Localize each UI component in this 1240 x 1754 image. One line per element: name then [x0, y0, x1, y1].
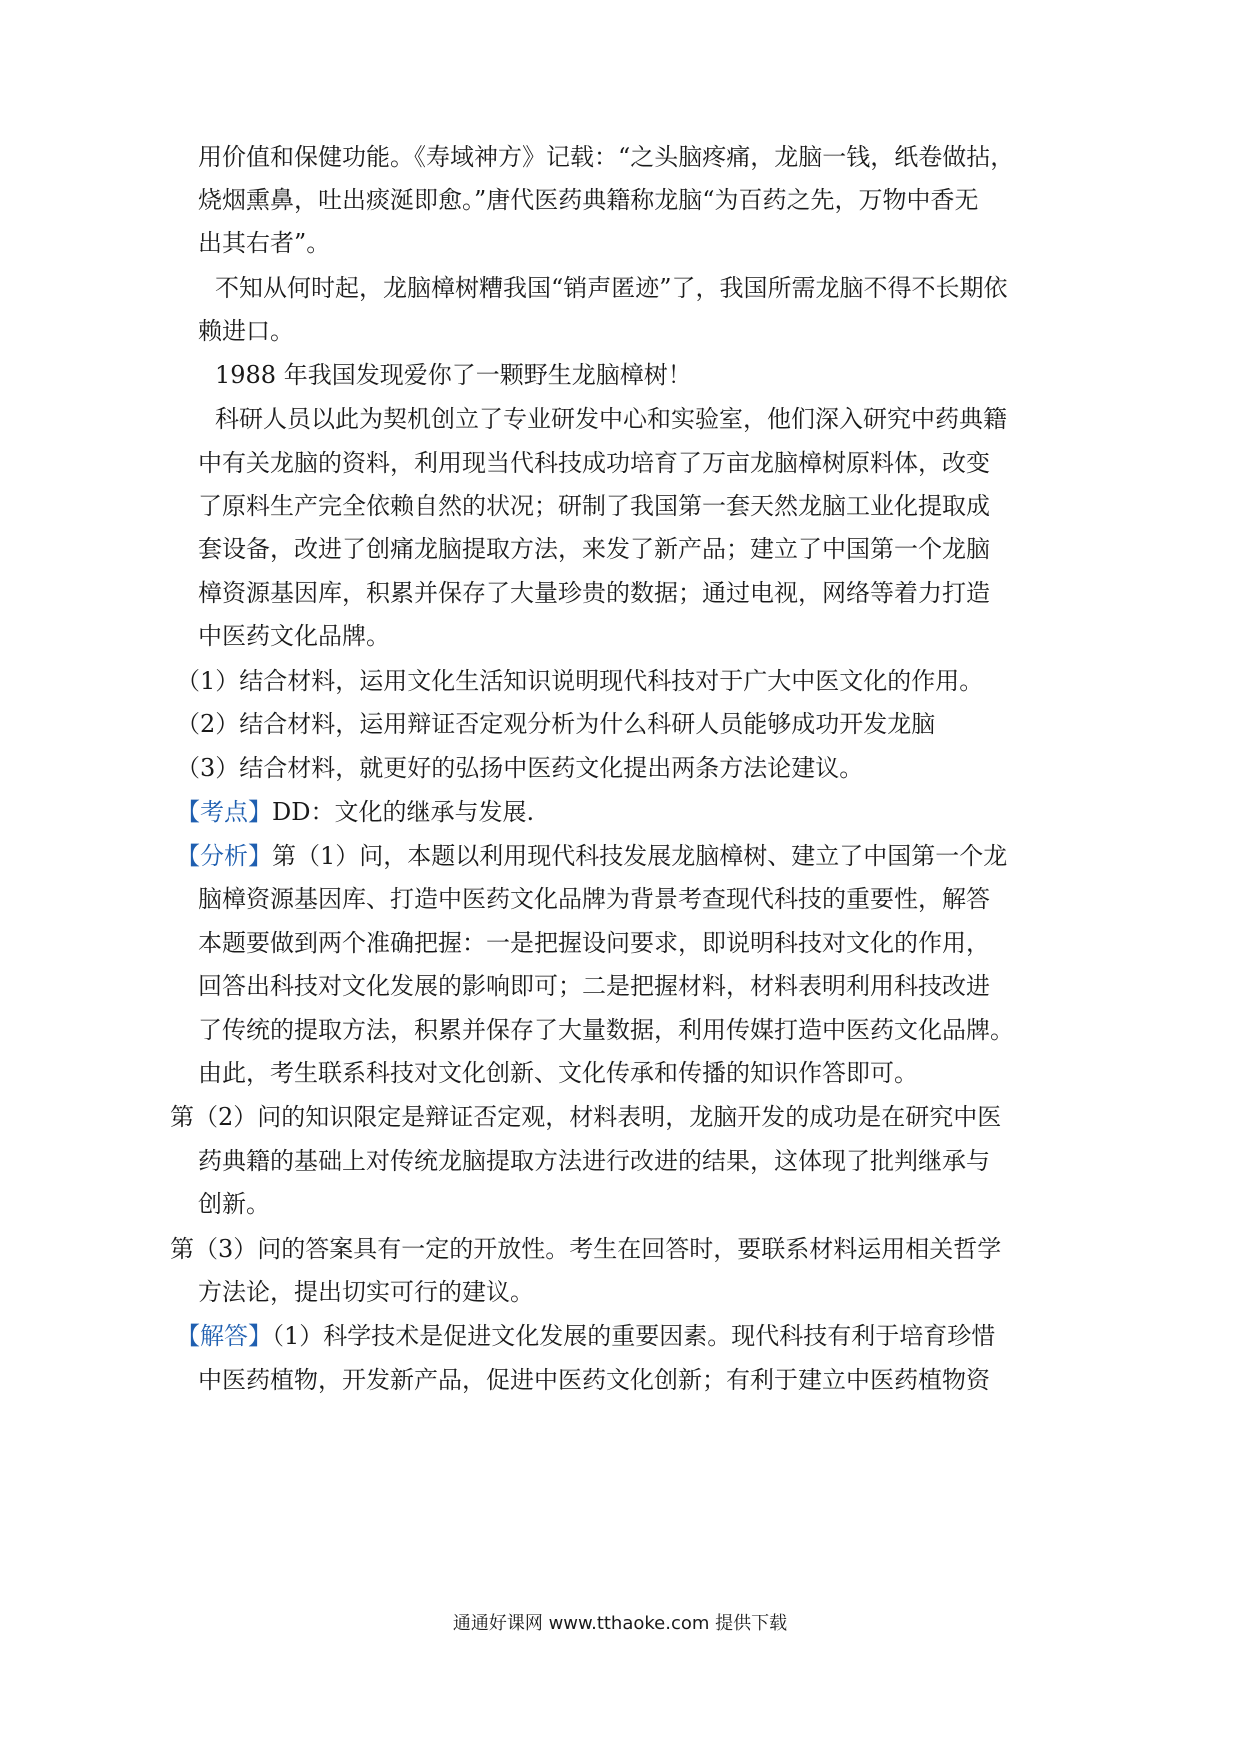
material-line: 了原料生产完全依赖自然的状况；研制了我国第一套天然龙脑工业化提取成	[198, 492, 990, 520]
fenxi-line: 了传统的提取方法，积累并保存了大量数据，利用传媒打造中医药文化品牌。	[198, 1016, 1014, 1044]
question-3: （3）结合材料，就更好的弘扬中医药文化提出两条方法论建议。	[176, 754, 864, 782]
jieda-tag: 【解答】	[176, 1322, 272, 1350]
fenxi-line: 本题要做到两个准确把握：一是把握设问要求，即说明科技对文化的作用，	[198, 929, 990, 957]
material-line: 1988 年我国发现爱你了一颗野生龙脑樟树！	[215, 361, 692, 389]
fenxi-tag: 【分析】	[176, 842, 272, 870]
fenxi-line: 脑樟资源基因库、打造中医药文化品牌为背景考查现代科技的重要性，解答	[198, 885, 990, 913]
fenxi-line: 由此，考生联系科技对文化创新、文化传承和传播的知识作答即可。	[198, 1059, 918, 1087]
question-2: （2）结合材料，运用辩证否定观分析为什么科研人员能够成功开发龙脑	[176, 710, 936, 738]
jieda-line: 中医药植物，开发新产品，促进中医药文化创新；有利于建立中医药植物资	[198, 1366, 990, 1394]
kaodian-text: DD：文化的继承与发展.	[272, 798, 535, 826]
page-footer: 通通好课网 www.tthaoke.com 提供下载	[452, 1613, 788, 1634]
jieda-text: （1）科学技术是促进文化发展的重要因素。现代科技有利于培育珍惜	[272, 1322, 996, 1350]
material-line: 赖进口。	[198, 317, 294, 345]
fenxi-line: 第（3）问的答案具有一定的开放性。考生在回答时，要联系材料运用相关哲学	[170, 1235, 1002, 1263]
kaodian-tag: 【考点】	[176, 798, 272, 826]
material-line: 樟资源基因库，积累并保存了大量珍贵的数据；通过电视，网络等着力打造	[198, 579, 990, 607]
material-line: 烧烟熏鼻，吐出痰涎即愈。”唐代医药典籍称龙脑“为百药之先，万物中香无	[198, 186, 979, 214]
material-line: 中医药文化品牌。	[198, 622, 390, 650]
material-line: 用价值和保健功能。《寿域神方》记载：“之头脑疼痛，龙脑一钱，纸卷做拈，	[198, 143, 1015, 171]
fenxi-line: 回答出科技对文化发展的影响即可；二是把握材料，材料表明利用科技改进	[198, 972, 990, 1000]
kaodian-line	[176, 797, 534, 827]
fenxi-text: 第（1）问，本题以利用现代科技发展龙脑樟树、建立了中国第一个龙	[272, 842, 1008, 870]
fenxi-line: 第（2）问的知识限定是辩证否定观，材料表明，龙脑开发的成功是在研究中医	[170, 1103, 1002, 1131]
material-line: 出其右者”。	[198, 229, 331, 257]
question-1: （1）结合材料，运用文化生活知识说明现代科技对于广大中医文化的作用。	[176, 667, 984, 695]
fenxi-line	[176, 841, 1007, 871]
jieda-line	[176, 1321, 995, 1351]
material-line: 不知从何时起，龙脑樟树糟我国“销声匿迹”了，我国所需龙脑不得不长期依	[215, 274, 1008, 302]
material-line: 中有关龙脑的资料，利用现当代科技成功培育了万亩龙脑樟树原料体，改变	[198, 449, 990, 477]
material-line: 科研人员以此为契机创立了专业研发中心和实验室，他们深入研究中药典籍	[215, 405, 1007, 433]
fenxi-line: 创新。	[198, 1190, 270, 1218]
material-line: 套设备，改进了创痛龙脑提取方法，来发了新产品；建立了中国第一个龙脑	[198, 535, 990, 563]
fenxi-line: 方法论，提出切实可行的建议。	[198, 1278, 534, 1306]
fenxi-line: 药典籍的基础上对传统龙脑提取方法进行改进的结果，这体现了批判继承与	[198, 1147, 990, 1175]
